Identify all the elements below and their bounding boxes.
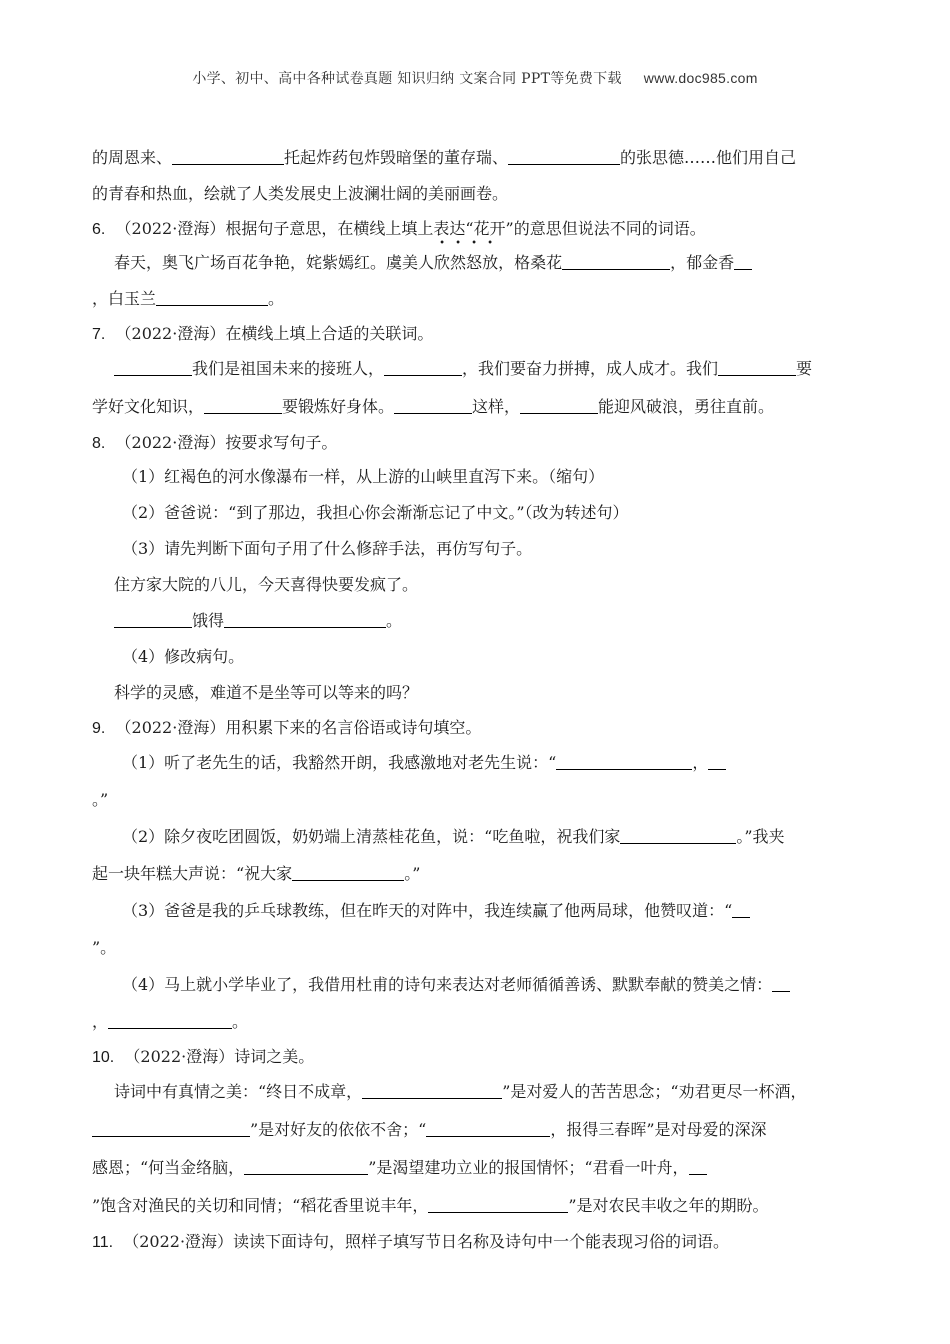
prev-line-1: 的周恩来、 托起炸药包炸毁暗堡的董存瑞、 的张思德……他们用自己: [92, 148, 797, 167]
answer-blank[interactable]: [384, 357, 462, 376]
question-9-sub-2-cont: 起一块年糕大声说：“祝大家 。”: [92, 864, 421, 883]
question-11-title: 11. （2022·澄海）读读下面诗句，照样子填写节日名称及诗句中一个能表现习俗的词语。: [92, 1232, 730, 1251]
answer-blank[interactable]: [172, 146, 284, 165]
emphasis-char: • 然: [450, 238, 467, 272]
answer-blank[interactable]: [734, 251, 752, 270]
emphasis-char: • 欣: [434, 238, 451, 272]
question-9-title: 9. （2022·澄海）用积累下来的名言俗语或诗句填空。: [92, 718, 482, 737]
page-header: [0, 68, 950, 88]
answer-blank[interactable]: [92, 1118, 250, 1137]
question-8-sub-3-sentence: 住方家大院的八儿，今天喜得快要发疯了。: [114, 575, 419, 594]
answer-blank[interactable]: [556, 751, 692, 770]
answer-blank[interactable]: [394, 395, 472, 414]
question-8-sub-3-answer: 饿得 。: [92, 603, 864, 639]
question-8-title: 8. （2022·澄海）按要求写句子。: [92, 433, 338, 452]
answer-blank[interactable]: [114, 357, 192, 376]
document-body: [92, 140, 864, 1258]
question-8-sub-2: （2）爸爸说：“到了那边，我担心你会渐渐忘记了中文。”（改为转述句）: [122, 503, 629, 522]
answer-blank[interactable]: [362, 1080, 502, 1099]
emphasis-char: • 怒: [466, 238, 483, 272]
answer-blank[interactable]: [114, 609, 192, 628]
answer-blank[interactable]: [156, 287, 268, 306]
emphasis-char: • 放: [482, 238, 499, 272]
answer-blank[interactable]: [620, 825, 736, 844]
question-6-line-2: ，白玉兰 。: [92, 289, 285, 308]
answer-blank[interactable]: [108, 1010, 232, 1029]
answer-blank[interactable]: [772, 973, 790, 992]
header-site: www.doc985.com: [643, 70, 758, 86]
question-9-sub-2: （2）除夕夜吃团圆饭，奶奶端上清蒸桂花鱼，说：“吃鱼啦，祝我们家 。”我夹: [122, 827, 785, 846]
answer-blank[interactable]: [428, 1194, 568, 1213]
question-10-title: 10. （2022·澄海）诗词之美。: [92, 1047, 315, 1066]
question-9-sub-3-end: ”。: [92, 938, 117, 957]
answer-blank[interactable]: [244, 1156, 368, 1175]
question-9-sub-4: （4）马上就小学毕业了，我借用杜甫的诗句来表达对老师循循善诱、默默奉献的赞美之情：: [92, 966, 864, 1004]
prev-line-2: 的青春和热血，绘就了人类发展史上波澜壮阔的美丽画卷。: [92, 184, 509, 203]
question-7-line-1: 我们是祖国未来的接班人， ，我们要奋力拼搏，成人成才。我们 要: [92, 350, 864, 388]
answer-blank[interactable]: [708, 751, 726, 770]
question-6-line-1: 春天，奥飞广场百花争艳，姹紫嫣红。虞美人 • 欣 • 然 • 怒 • 放，格桑花 ，郁金香: [92, 245, 864, 281]
question-8-sub-4-sentence: 科学的灵感，难道不是坐等可以等来的吗？: [114, 683, 419, 702]
question-9-sub-3: （3）爸爸是我的乒乓球教练，但在昨天的对阵中，我连续赢了他两局球，他赞叹道：“: [92, 892, 864, 930]
question-10-line-3: 感恩；“何当金络脑， ”是渴望建功立业的报国情怀；“君看一叶舟，: [92, 1149, 864, 1187]
question-6-title: 6. （2022·澄海）根据句子意思，在横线上填上表达“花开”的意思但说法不同的词语。: [92, 219, 706, 238]
answer-blank[interactable]: [520, 395, 598, 414]
question-7-line-2: 学好文化知识， 要锻炼好身体。 这样， 能迎风破浪，勇往直前。: [92, 397, 775, 416]
header-text: 小学、初中、高中各种试卷真题 知识归纳 文案合同 PPT等免费下载: [192, 71, 622, 87]
question-10-line-1: 诗词中有真情之美：“终日不成章， ”是对爱人的苦苦思念；“劝君更尽一杯酒，: [114, 1082, 807, 1101]
question-8-sub-4: （4）修改病句。: [122, 647, 245, 666]
answer-blank[interactable]: [204, 395, 282, 414]
answer-blank[interactable]: [732, 899, 750, 918]
question-9-sub-1: （1）听了老先生的话，我豁然开朗，我感激地对老先生说：“ ，: [92, 744, 864, 782]
answer-blank[interactable]: [689, 1156, 707, 1175]
question-9-sub-4-end: ， 。: [92, 1012, 249, 1031]
answer-blank[interactable]: [426, 1118, 550, 1137]
answer-blank[interactable]: [508, 146, 620, 165]
question-9-sub-1-end: 。”: [92, 790, 109, 809]
question-8-sub-3: （3）请先判断下面句子用了什么修辞手法，再仿写句子。: [122, 539, 533, 558]
answer-blank[interactable]: [292, 862, 404, 881]
question-7-title: 7. （2022·澄海）在横线上填上合适的关联词。: [92, 324, 434, 343]
question-10-line-2: ”是对好友的依依不舍；“ ，报得三春晖”是对母爱的深深: [92, 1111, 864, 1149]
answer-blank[interactable]: [562, 251, 670, 270]
answer-blank[interactable]: [224, 609, 386, 628]
answer-blank[interactable]: [718, 357, 796, 376]
question-8-sub-1: （1）红褐色的河水像瀑布一样，从上游的山峡里直泻下来。（缩句）: [122, 467, 605, 486]
question-10-line-4: ”饱含对渔民的关切和同情；“稻花香里说丰年， ”是对农民丰收之年的期盼。: [92, 1196, 769, 1215]
